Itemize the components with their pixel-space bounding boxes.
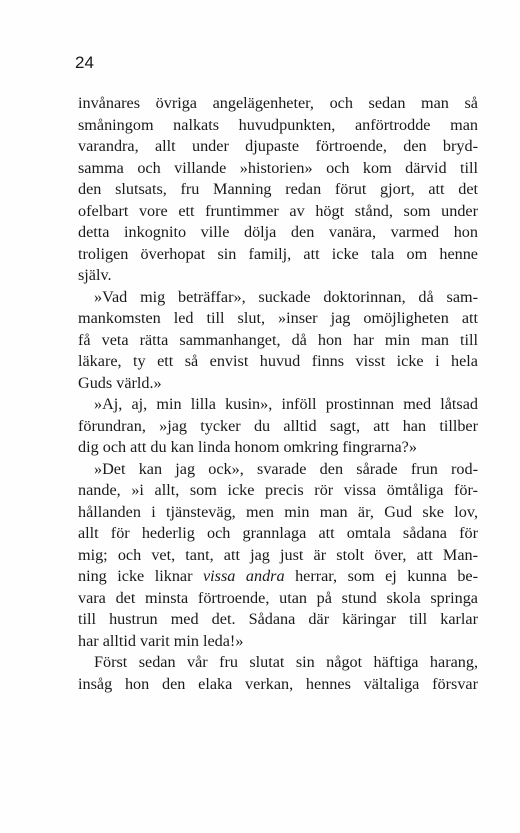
text-line: läkare, ty ett så envist huvud finns visst icke i hela xyxy=(78,352,478,370)
text-line: den slutsats, fru Manning redan förut gjort, att det xyxy=(78,180,478,198)
text-line: få veta rätta sammanhanget, då hon har min man till xyxy=(78,330,478,349)
page-number: 24 xyxy=(75,53,94,72)
text-line: »Aj, aj, min lilla kusin», inföll prostinnan med låtsad xyxy=(94,395,478,413)
text-line: själv. xyxy=(78,266,112,284)
text-line: vara det minsta förtroende, utan på stund skola springa xyxy=(78,588,478,607)
text-line: har alltid varit min leda!» xyxy=(78,631,244,650)
text-line: insåg hon den elaka verkan, hennes vältaliga försvar xyxy=(78,674,478,693)
text-line: nande, »i allt, som icke precis rör vissa ömtåliga för- xyxy=(78,481,478,499)
text-line: »Det kan jag ock», svarade den sårade frun rod- xyxy=(94,459,478,478)
text-line: varandra, allt under djupaste förtroende, den bryd- xyxy=(78,137,478,155)
text-line: ning icke liknar vissa andra herrar, som ej kunna be- xyxy=(78,567,478,585)
body-text xyxy=(78,93,478,695)
paragraph xyxy=(78,93,478,287)
paragraph xyxy=(78,652,478,695)
text-line: samma och villande »historien» och kom därvid till xyxy=(78,158,478,177)
text-line: förundran, »jag tycker du alltid sagt, att han tillber xyxy=(78,416,478,435)
paragraph xyxy=(78,287,478,395)
text-line: Guds värld.» xyxy=(78,373,162,392)
text-line: mig; och vet, tant, att jag just är stolt över, att Man- xyxy=(78,545,478,564)
paragraph xyxy=(78,459,478,653)
text-line: hållanden i tjänsteväg, men min man är, Gud ske lov, xyxy=(78,502,478,521)
text-line: till hustrun med det. Sådana där käringar till karlar xyxy=(78,610,478,628)
text-line: »Vad mig beträffar», suckade doktorinnan, då sam- xyxy=(94,287,478,306)
text-line: troligen överhopat sin familj, att icke tala om henne xyxy=(78,244,478,263)
text-line: ofelbart vore ett fruntimmer av högt stånd, som under xyxy=(78,201,478,220)
text-line: Först sedan vår fru slutat sin något häftiga harang, xyxy=(94,653,478,671)
text-line: detta inkognito ville dölja den vanära, varmed hon xyxy=(78,223,478,241)
text-line: allt för hederlig och grannlaga att omtala sådana för xyxy=(78,524,478,542)
paragraph xyxy=(78,394,478,459)
text-line: dig och att du kan linda honom omkring fingrarna?» xyxy=(78,438,417,456)
text-line: invånares övriga angelägenheter, och sedan man så xyxy=(78,94,478,112)
text-line: småningom nalkats huvudpunkten, anförtrodde man xyxy=(78,115,478,134)
text-line: mankomsten led till slut, »inser jag omöjligheten att xyxy=(78,309,478,327)
